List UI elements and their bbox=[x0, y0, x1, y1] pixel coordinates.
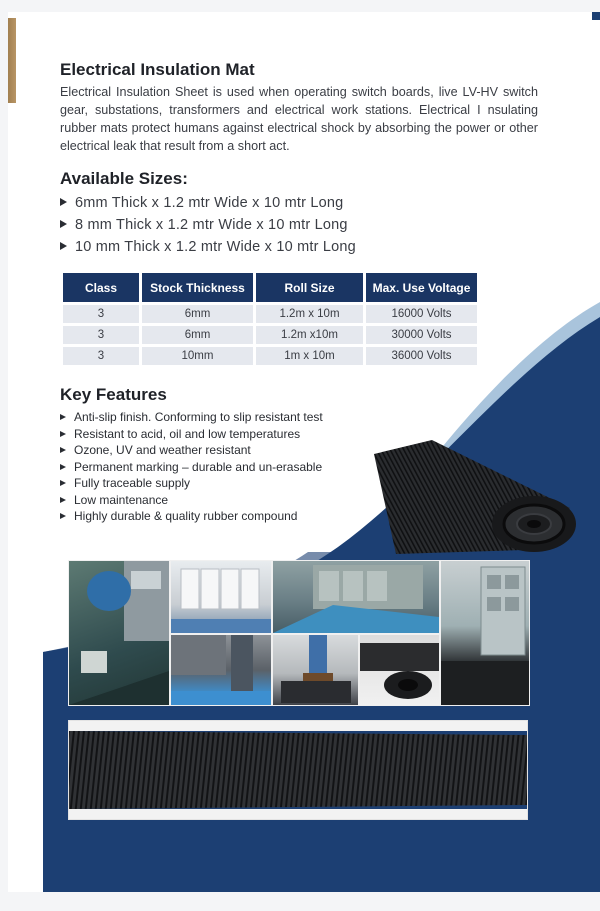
table-cell: 6mm bbox=[142, 305, 253, 323]
table-header-row bbox=[63, 273, 477, 302]
table-cell: 3 bbox=[63, 326, 139, 344]
bullet-triangle-icon bbox=[60, 431, 66, 437]
size-label: 10 mm Thick x 1.2 mtr Wide x 10 mtr Long bbox=[75, 239, 356, 255]
table-cell: 16000 Volts bbox=[366, 305, 477, 323]
bullet-triangle-icon bbox=[60, 198, 67, 206]
table-cell: 3 bbox=[63, 305, 139, 323]
bullet-triangle-icon bbox=[60, 464, 66, 470]
table-cell: 30000 Volts bbox=[366, 326, 477, 344]
feature-label: Ozone, UV and weather resistant bbox=[74, 443, 251, 457]
feature-label: Anti-slip finish. Conforming to slip resistant test bbox=[74, 410, 323, 424]
features-list bbox=[60, 409, 323, 525]
feature-item bbox=[60, 475, 323, 492]
table-cell: 3 bbox=[63, 347, 139, 365]
ribbed-mat-closeup-image bbox=[68, 720, 528, 820]
corridor-panels-photo bbox=[440, 560, 530, 706]
panel-floor-photo bbox=[272, 560, 440, 634]
boots-on-mat-photo bbox=[272, 634, 359, 706]
size-item bbox=[60, 192, 356, 214]
bullet-triangle-icon bbox=[60, 480, 66, 486]
feature-item bbox=[60, 459, 323, 476]
table-row bbox=[63, 326, 477, 344]
size-label: 8 mm Thick x 1.2 mtr Wide x 10 mtr Long bbox=[75, 217, 348, 233]
column-header-stock-thickness: Stock Thickness bbox=[142, 273, 253, 302]
feature-label: Permanent marking – durable and un-erasable bbox=[74, 459, 323, 474]
table-row bbox=[63, 305, 477, 323]
table-cell: 1.2m x10m bbox=[256, 326, 363, 344]
feature-item bbox=[60, 492, 323, 509]
size-label: 6mm Thick x 1.2 mtr Wide x 10 mtr Long bbox=[75, 195, 344, 211]
table-cell: 1.2m x 10m bbox=[256, 305, 363, 323]
feature-label: Highly durable & quality rubber compound bbox=[74, 509, 298, 523]
bullet-triangle-icon bbox=[60, 242, 67, 250]
intro-paragraph: Electrical Insulation Sheet is used when operating switch boards, live LV-HV switch gear, substations, transformers and electrical work stations. Electrical I nsulating rubber mats protect humans against electrical shock by absorbing the power or other electrical leak that result from a short act. bbox=[60, 85, 538, 153]
bullet-triangle-icon bbox=[60, 497, 66, 503]
features-heading: Key Features bbox=[60, 385, 167, 404]
size-item bbox=[60, 214, 356, 236]
column-header-roll-size: Roll Size bbox=[256, 273, 363, 302]
bullet-triangle-icon bbox=[60, 414, 66, 420]
feature-item bbox=[60, 426, 323, 443]
feature-label: Fully traceable supply bbox=[74, 476, 191, 490]
table-cell: 1m x 10m bbox=[256, 347, 363, 365]
sizes-list bbox=[60, 192, 356, 258]
column-header-max-voltage: Max. Use Voltage bbox=[366, 273, 477, 302]
feature-item bbox=[60, 442, 323, 459]
technician-photo bbox=[68, 560, 170, 706]
mat-roll-photo bbox=[359, 634, 440, 706]
bullet-triangle-icon bbox=[60, 220, 67, 228]
feature-item bbox=[60, 409, 323, 426]
bullet-triangle-icon bbox=[60, 513, 66, 519]
spec-table bbox=[60, 270, 480, 368]
feature-item bbox=[60, 508, 323, 525]
size-item bbox=[60, 236, 356, 258]
table-cell: 6mm bbox=[142, 326, 253, 344]
feature-label: Resistant to acid, oil and low temperatures bbox=[74, 426, 301, 441]
feature-label: Low maintenance bbox=[74, 492, 169, 507]
column-header-class: Class bbox=[63, 273, 139, 302]
sizes-heading: Available Sizes: bbox=[60, 169, 188, 188]
switchgear-room-photo bbox=[170, 560, 272, 634]
table-row bbox=[63, 347, 477, 365]
table-cell: 10mm bbox=[142, 347, 253, 365]
product-sheet bbox=[8, 12, 600, 892]
bullet-triangle-icon bbox=[60, 447, 66, 453]
page-title: Electrical Insulation Mat bbox=[60, 60, 255, 79]
worker-standing-photo bbox=[170, 634, 272, 706]
table-cell: 36000 Volts bbox=[366, 347, 477, 365]
rubber-roll-image bbox=[374, 438, 580, 556]
